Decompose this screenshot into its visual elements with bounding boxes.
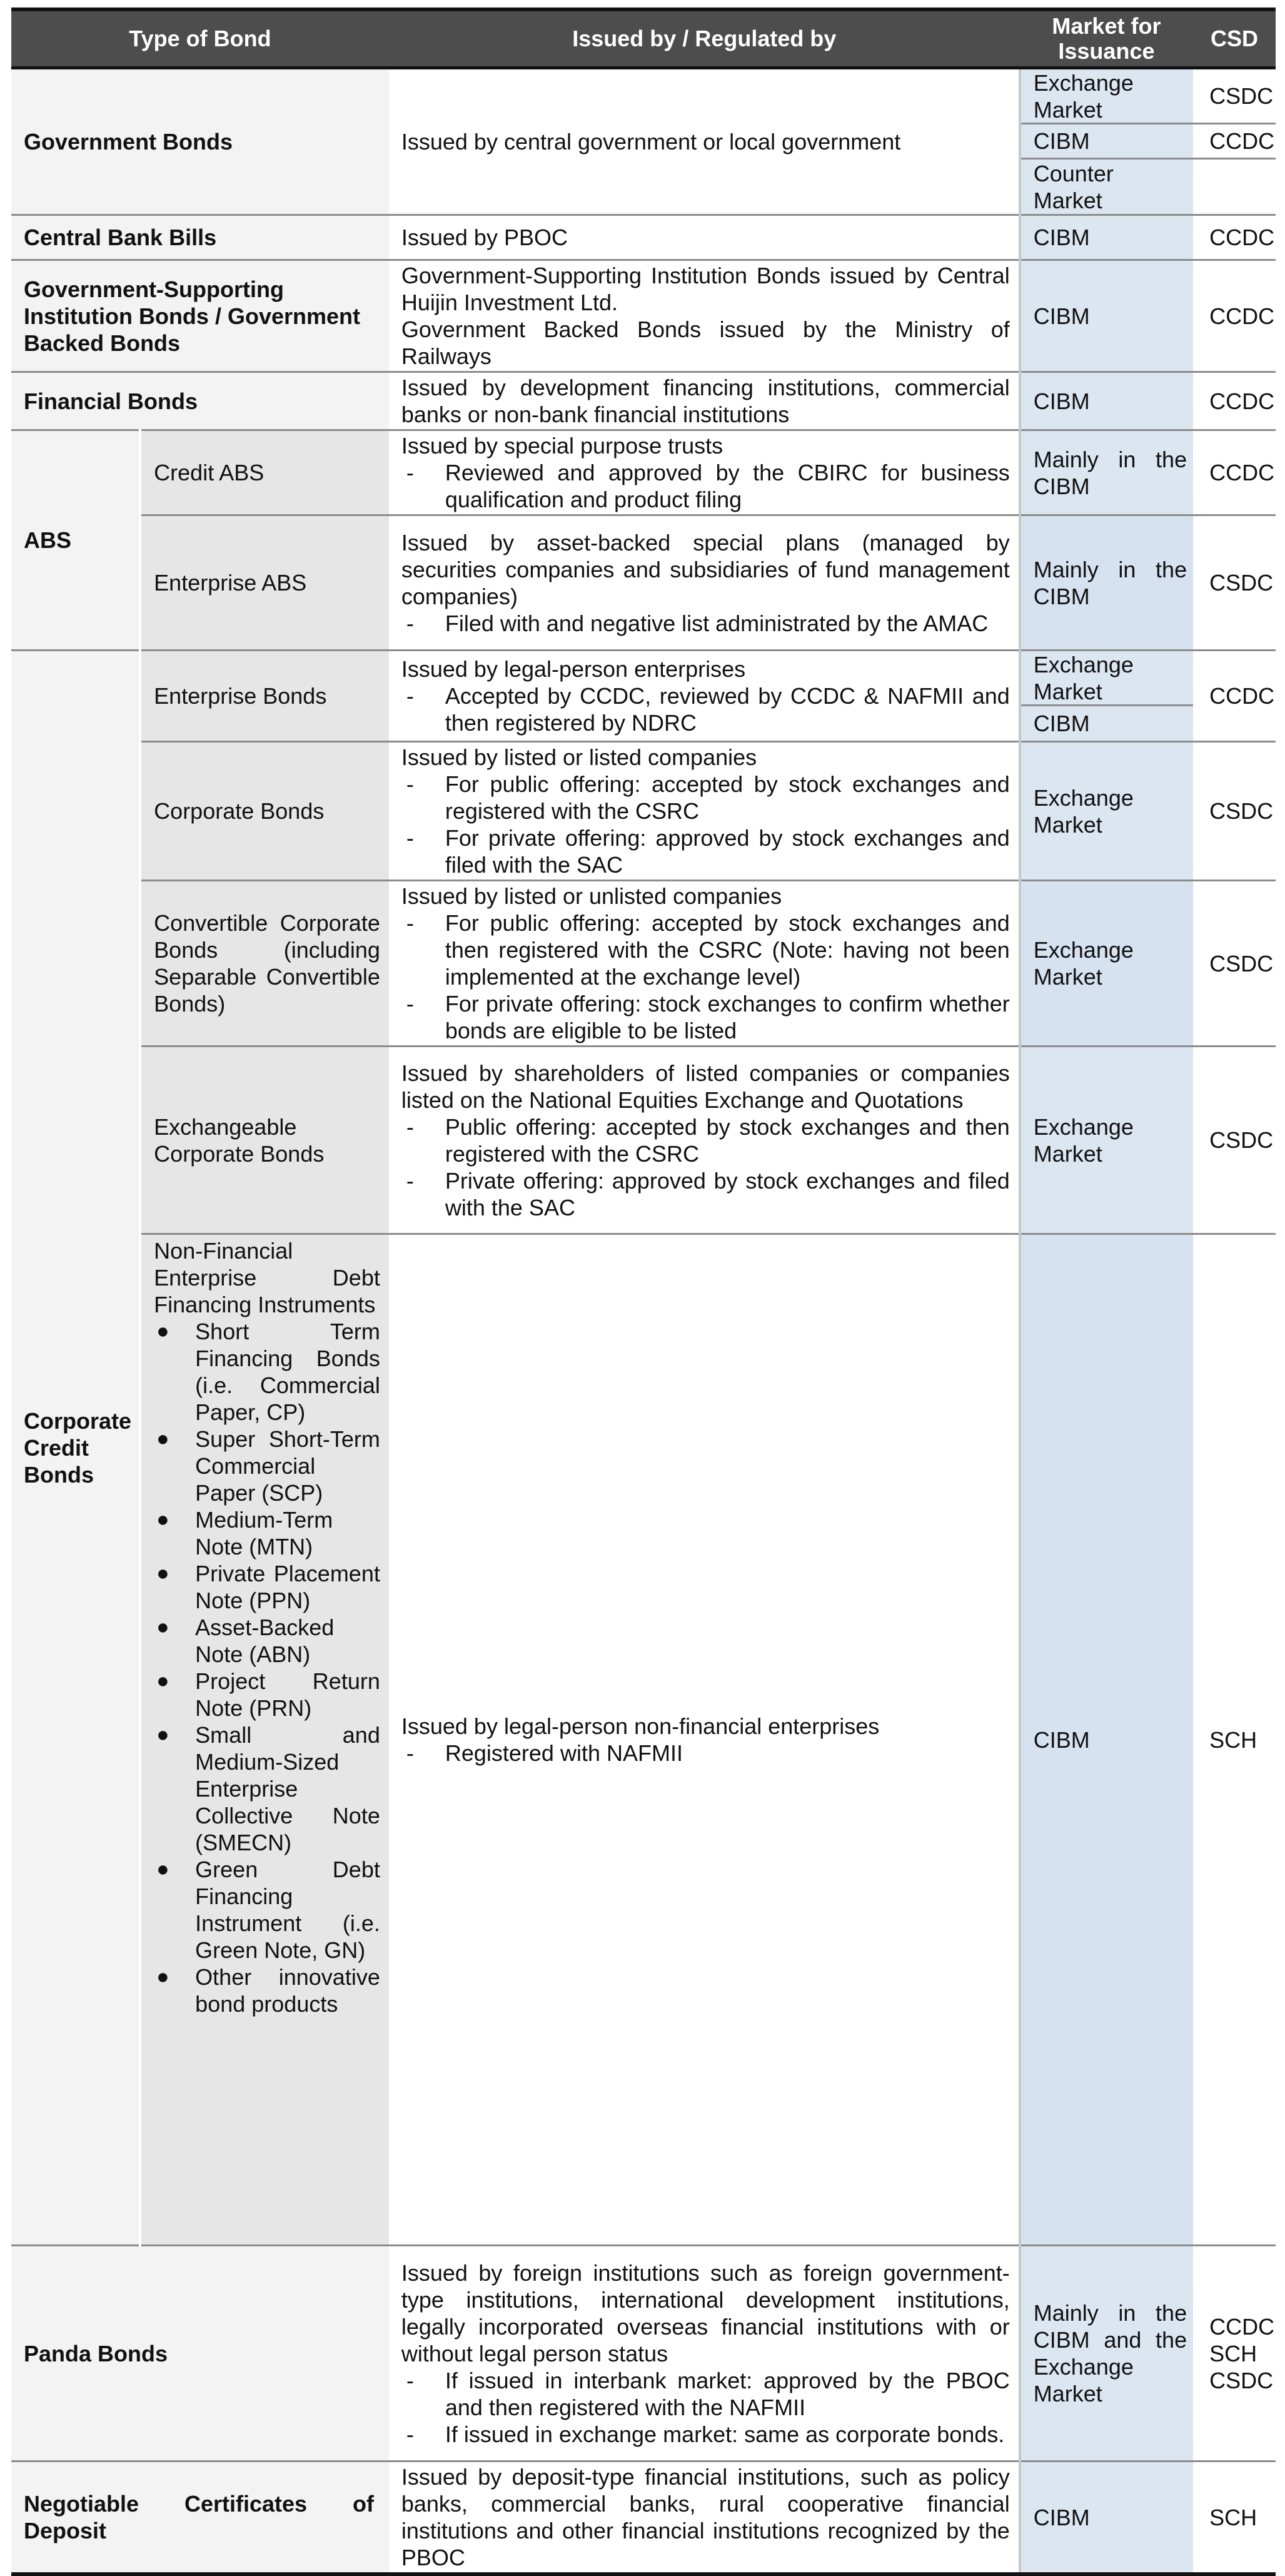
dash-marker: -: [406, 825, 414, 851]
market-negotiable-certificates: CIBM: [1020, 2462, 1193, 2575]
dash-marker: -: [406, 771, 414, 797]
regulation-point: [401, 1167, 1010, 1221]
regulation-text: For private offering: stock exchanges to confirm whether bonds are eligible to be listed: [445, 991, 1010, 1043]
regulation-point: [401, 910, 1010, 990]
row-central-bank-bills: [11, 215, 1276, 260]
csd-panda-bonds: [1193, 2246, 1276, 2462]
market-option: Counter Market: [1033, 160, 1114, 213]
issued-financial-bonds: Issued by development financing institutions, commercial banks or non-bank financial institutions: [389, 372, 1020, 430]
row-negotiable-certificates: [11, 2462, 1276, 2575]
instrument-text: Other innovative bond products: [195, 1964, 380, 2017]
type-panda-bonds: Panda Bonds: [11, 2246, 389, 2462]
bullet-marker: ●: [156, 1857, 169, 1881]
regulation-text: Private offering: approved by stock exchanges and filed with the SAC: [445, 1167, 1010, 1220]
market-corporate-bonds: Exchange Market: [1020, 742, 1193, 881]
csd-financial-bonds: CCDC: [1193, 372, 1276, 430]
market-non-financial-instruments: CIBM: [1020, 1234, 1193, 2246]
bullet-marker: ●: [156, 1965, 169, 1989]
market-enterprise-abs: [1020, 515, 1193, 651]
regulation-point: [401, 1113, 1010, 1167]
issued-convertible-bonds: [389, 881, 1020, 1047]
header-issued-by: Issued by / Regulated by: [389, 9, 1020, 68]
row-corporate-bonds: [11, 742, 1276, 881]
instrument-item: [154, 1426, 380, 1506]
issued-lead: Issued by legal-person non-financial enterprises: [401, 1713, 880, 1739]
csd-value: CSDC: [1209, 2367, 1274, 2393]
dash-marker: -: [406, 991, 414, 1017]
header-row: [11, 9, 1276, 68]
bond-types-table-wrapper: [11, 8, 1276, 2576]
issued-negotiable-certificates: [389, 2462, 1020, 2575]
instrument-text: Project Return Note (PRN): [195, 1668, 380, 1721]
regulation-point: [401, 824, 1010, 878]
instrument-item: [154, 1668, 380, 1722]
issued-lead: Issued by deposit-type financial institutions, such as policy banks, commercial banks, rural cooperative financial institutions and other financial institutions recognized by the PBOC: [401, 2464, 1010, 2570]
csd-enterprise-abs: CSDC: [1193, 515, 1276, 651]
row-credit-abs: [11, 430, 1276, 515]
issued-lead: Issued by foreign institutions such as foreign government-type institutions, international development institutions, legally incorporated overseas financial institutions with or without legal person status: [401, 2259, 1010, 2366]
row-non-financial-instruments: [11, 1234, 1276, 2246]
regulation-point: [401, 990, 1010, 1044]
csd-enterprise-bonds: CCDC: [1193, 651, 1276, 742]
row-convertible-bonds: [11, 881, 1276, 1047]
instrument-text: Green Debt Financing Instrument (i.e. Green Note, GN): [195, 1857, 380, 1963]
issued-lead: Issued by special purpose trusts: [401, 433, 723, 459]
csd-central-bank-bills: CCDC: [1193, 215, 1276, 260]
bullet-marker: ●: [156, 1723, 169, 1747]
row-financial-bonds: [11, 372, 1276, 430]
issued-lead: Issued by asset-backed special plans (managed by securities companies and subsidiaries of fund management companies): [401, 529, 1010, 609]
market-option: CIBM: [1021, 124, 1193, 160]
csd-value: CCDC: [1209, 2313, 1275, 2340]
market-gov-supporting-bonds: CIBM: [1020, 260, 1193, 372]
csd-value: CCDC: [1193, 124, 1276, 160]
type-text: Negotiable Certificates of Deposit: [24, 2491, 374, 2543]
issued-lead: Issued by listed or listed companies: [401, 744, 757, 770]
regulation-text: Reviewed and approved by the CBIRC for business qualification and product filing: [445, 460, 1010, 512]
csd-credit-abs: CCDC: [1193, 430, 1276, 515]
issued-line: Government-Supporting Institution Bonds issued by Central Huijin Investment Ltd.: [401, 263, 1010, 315]
header-market-for-issuance: Market for Issuance: [1020, 9, 1193, 68]
row-panda-bonds: [11, 2246, 1276, 2462]
regulation-point: [401, 459, 1010, 513]
type-negotiable-certificates: [11, 2462, 389, 2575]
instrument-item: [154, 1560, 380, 1614]
dash-marker: -: [406, 683, 414, 709]
regulation-point: [401, 682, 1010, 736]
bond-types-table: [11, 8, 1276, 2576]
type-corporate-credit-bonds: Corporate Credit Bonds: [11, 651, 140, 2246]
market-option: Exchange Market: [1021, 69, 1193, 124]
instrument-text: Private Placement Note (PPN): [195, 1561, 380, 1613]
csd-exchangeable-bonds: CSDC: [1193, 1047, 1276, 1234]
dash-marker: -: [406, 1740, 414, 1766]
csd-value: [1193, 160, 1276, 214]
instrument-item: [154, 1614, 380, 1668]
row-exchangeable-bonds: [11, 1047, 1276, 1234]
market-financial-bonds: CIBM: [1020, 372, 1193, 430]
subtype-enterprise-abs: Enterprise ABS: [140, 515, 389, 651]
regulation-text: Public offering: accepted by stock exchanges and then registered with the CSRC: [445, 1113, 1010, 1167]
market-text: Mainly in the CIBM and the Exchange Market: [1033, 2300, 1187, 2406]
issued-line: Government Backed Bonds issued by the Ministry of Railways: [401, 317, 1010, 369]
issued-gov-supporting-bonds: [389, 260, 1020, 372]
non-financial-heading: Non-Financial Enterprise Debt Financing Instruments: [154, 1238, 380, 1317]
regulation-text: If issued in interbank market: approved by the PBOC and then registered with the NAFMII: [445, 2367, 1010, 2420]
csd-convertible-bonds: CSDC: [1193, 881, 1276, 1047]
regulation-text: Accepted by CCDC, reviewed by CCDC & NAFMII and then registered by NDRC: [445, 683, 1010, 736]
instrument-text: Super Short-Term Commercial Paper (SCP): [195, 1426, 380, 1506]
issued-non-financial-instruments: [389, 1234, 1020, 2246]
regulation-text: For public offering: accepted by stock exchanges and then registered with the CSRC (Note: having not been implemented at the exchange level): [445, 910, 1010, 990]
row-enterprise-bonds: [11, 651, 1276, 742]
subtype-convertible-bonds: Convertible Corporate Bonds (including Separable Convertible Bonds): [140, 881, 389, 1047]
instrument-item: [154, 1964, 380, 2017]
type-central-bank-bills: Central Bank Bills: [11, 215, 389, 260]
issued-enterprise-abs: [389, 515, 1020, 651]
instrument-text: Small and Medium-Sized Enterprise Collective Note (SMECN): [195, 1722, 380, 1855]
bullet-marker: ●: [156, 1427, 169, 1451]
issued-enterprise-bonds: [389, 651, 1020, 742]
market-credit-abs: Mainly in the CIBM: [1020, 430, 1193, 515]
market-government-bonds: [1020, 68, 1193, 215]
dash-marker: -: [406, 460, 414, 485]
csd-negotiable-certificates: SCH: [1193, 2462, 1276, 2575]
issued-panda-bonds: [389, 2246, 1020, 2462]
instrument-text: Medium-Term Note (MTN): [195, 1507, 333, 1559]
subtype-non-financial-instruments: [140, 1234, 389, 2246]
issued-exchangeable-bonds: [389, 1047, 1020, 1234]
row-gov-supporting-bonds: [11, 260, 1276, 372]
instrument-item: [154, 1506, 380, 1560]
bullet-marker: ●: [156, 1669, 169, 1693]
csd-government-bonds: [1193, 68, 1276, 215]
dash-marker: -: [406, 910, 414, 936]
market-central-bank-bills: CIBM: [1020, 215, 1193, 260]
market-panda-bonds: [1020, 2246, 1193, 2462]
csd-non-financial-instruments: SCH: [1193, 1234, 1276, 2246]
issued-lead: Issued by shareholders of listed companies or companies listed on the National Equities Exchange and Quotations: [401, 1060, 1010, 1113]
market-exchangeable-bonds: Exchange Market: [1020, 1047, 1193, 1234]
market-option: CIBM: [1033, 711, 1090, 736]
bullet-marker: ●: [156, 1615, 169, 1639]
instrument-text: Asset-Backed Note (ABN): [195, 1615, 335, 1667]
subtype-enterprise-bonds: Enterprise Bonds: [140, 651, 389, 742]
regulation-text: Registered with NAFMII: [445, 1740, 683, 1766]
csd-value: CSDC: [1193, 69, 1276, 124]
subtype-corporate-bonds: Corporate Bonds: [140, 742, 389, 881]
dash-marker: -: [406, 1113, 414, 1140]
regulation-point: [401, 771, 1010, 824]
market-convertible-bonds: Exchange Market: [1020, 881, 1193, 1047]
issued-lead: Issued by legal-person enterprises: [401, 656, 746, 682]
header-type-of-bond: Type of Bond: [11, 9, 389, 68]
regulation-point: [401, 2421, 1010, 2448]
instrument-item: [154, 1318, 380, 1426]
regulation-text: If issued in exchange market: same as corporate bonds.: [445, 2421, 1005, 2447]
instrument-text: Short Term Financing Bonds (i.e. Commercial Paper, CP): [195, 1319, 380, 1425]
instrument-item: [154, 1856, 380, 1964]
market-option: Exchange Market: [1021, 651, 1193, 706]
csd-value: SCH: [1209, 2340, 1257, 2366]
dash-marker: -: [406, 1167, 414, 1194]
issued-lead: Issued by listed or unlisted companies: [401, 883, 782, 909]
type-gov-supporting-bonds: Government-Supporting Institution Bonds / Government Backed Bonds: [11, 260, 389, 372]
instrument-item: [154, 1722, 380, 1856]
issued-central-bank-bills: Issued by PBOC: [389, 215, 1020, 260]
row-enterprise-abs: [11, 515, 1276, 651]
bullet-marker: ●: [156, 1561, 169, 1585]
row-government-bonds: [11, 68, 1276, 215]
regulation-text: Filed with and negative list administrated by the AMAC: [445, 610, 989, 636]
type-financial-bonds: Financial Bonds: [11, 372, 389, 430]
subtype-exchangeable-bonds: Exchangeable Corporate Bonds: [140, 1047, 389, 1234]
regulation-text: For private offering: approved by stock exchanges and filed with the SAC: [445, 825, 1010, 878]
header-csd: CSD: [1193, 9, 1276, 68]
issued-government-bonds: Issued by central government or local government: [389, 68, 1020, 215]
bullet-marker: ●: [156, 1508, 169, 1531]
type-government-bonds: Government Bonds: [11, 68, 389, 215]
regulation-text: For public offering: accepted by stock exchanges and registered with the CSRC: [445, 771, 1010, 824]
issued-credit-abs: [389, 430, 1020, 515]
subtype-credit-abs: Credit ABS: [140, 430, 389, 515]
regulation-point: [401, 1740, 1010, 1767]
dash-marker: -: [406, 2421, 414, 2447]
csd-corporate-bonds: CSDC: [1193, 742, 1276, 881]
market-enterprise-bonds: [1020, 651, 1193, 742]
issued-corporate-bonds: [389, 742, 1020, 881]
market-text: Mainly in the CIBM: [1033, 556, 1187, 609]
regulation-point: [401, 2367, 1010, 2421]
dash-marker: -: [406, 2367, 414, 2393]
bullet-marker: ●: [156, 1319, 169, 1343]
type-abs: ABS: [11, 430, 140, 651]
regulation-point: [401, 610, 1010, 637]
dash-marker: -: [406, 610, 414, 636]
csd-gov-supporting-bonds: CCDC: [1193, 260, 1276, 372]
